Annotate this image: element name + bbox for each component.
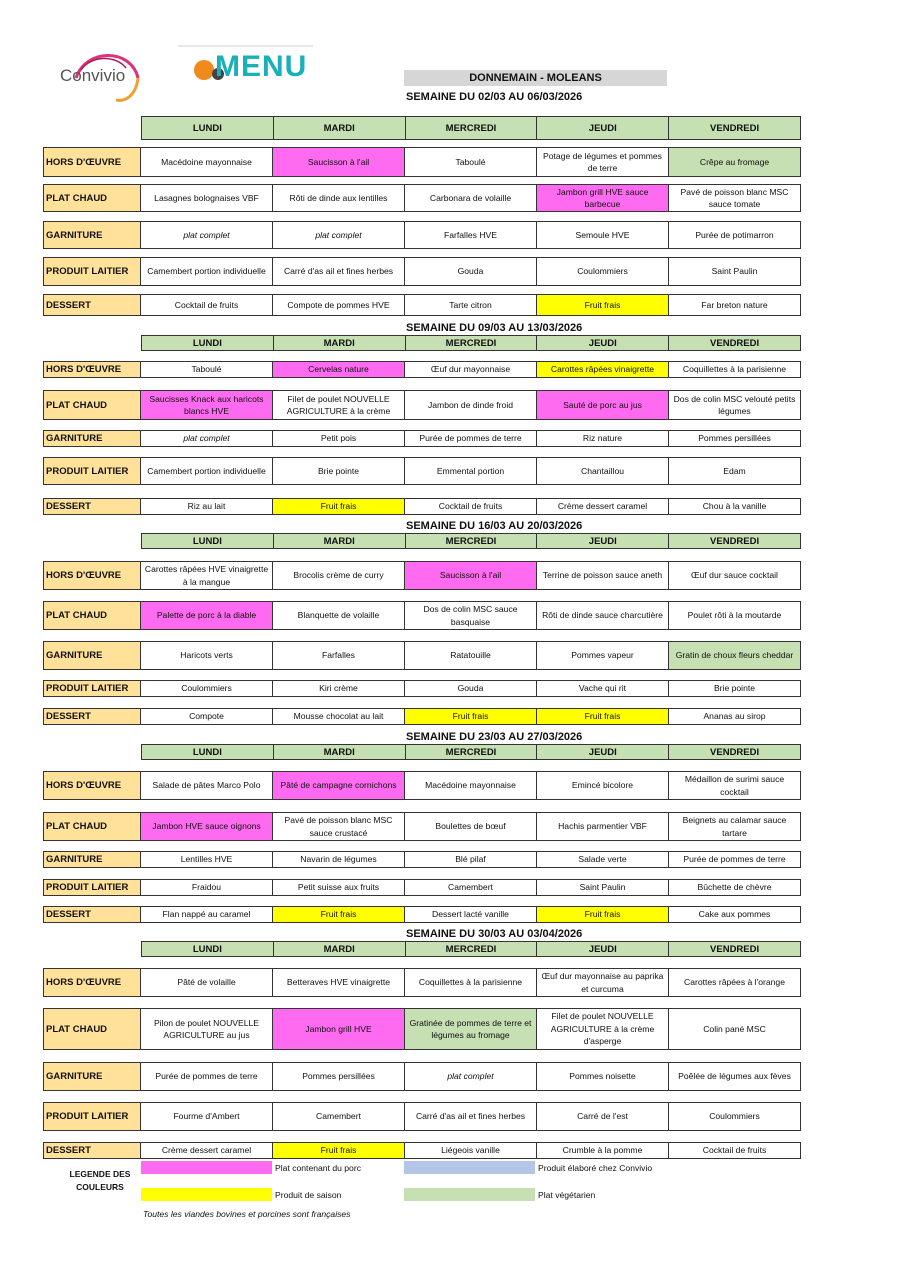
menu-cell-lundi: Fraidou	[141, 880, 273, 895]
row-label: PLAT CHAUD	[44, 391, 141, 419]
menu-cell-jeudi: Semoule HVE	[537, 222, 669, 248]
day-mercredi: MERCREDI	[406, 117, 538, 139]
menu-cell-lundi: Riz au lait	[141, 499, 273, 514]
menu-cell-jeudi: Fruit frais	[537, 907, 669, 922]
row-dessert	[43, 1142, 801, 1159]
menu-cell-mardi: Filet de poulet NOUVELLE AGRICULTURE à la crème	[273, 391, 405, 419]
menu-cell-mardi: Fruit frais	[273, 907, 405, 922]
row-label: GARNITURE	[44, 1063, 141, 1090]
row-label: PRODUIT LAITIER	[44, 258, 141, 285]
days-header	[141, 744, 801, 760]
menu-cell-jeudi: Jambon grill HVE sauce barbecue	[537, 185, 669, 211]
row-label: GARNITURE	[44, 431, 141, 446]
week-title: SEMAINE DU 09/03 AU 13/03/2026	[406, 322, 583, 334]
day-jeudi: JEUDI	[537, 117, 669, 139]
day-mardi: MARDI	[274, 117, 406, 139]
menu-cell-mardi: Rôti de dinde aux lentilles	[273, 185, 405, 211]
row-plat-chaud	[43, 1008, 801, 1050]
menu-cell-jeudi: Crumble à la pomme	[537, 1143, 669, 1158]
menu-cell-lundi: Pâté de volaille	[141, 969, 273, 996]
brand-name: Convivio	[60, 66, 126, 85]
row-label: PRODUIT LAITIER	[44, 458, 141, 484]
menu-cell-lundi: Carottes râpées HVE vinaigrette à la mangue	[141, 562, 273, 589]
row-hors-doeuvre	[43, 561, 801, 590]
row-garniture	[43, 641, 801, 670]
menu-cell-vendredi: Œuf dur sauce cocktail	[691, 570, 778, 581]
row-label: DESSERT	[44, 709, 141, 724]
day-mardi: MARDI	[274, 534, 406, 548]
menu-cell-lundi: Jambon HVE sauce oignons	[141, 813, 273, 840]
menu-cell-jeudi: Sauté de porc au jus	[537, 391, 669, 419]
menu-cell-mercredi: Saucisson à l'ail	[405, 562, 537, 589]
day-mercredi: MERCREDI	[406, 942, 538, 956]
menu-cell-lundi: Haricots verts	[141, 642, 273, 669]
menu-cell-mercredi: Gouda	[405, 258, 537, 285]
menu-cell-mardi: Farfalles	[273, 642, 405, 669]
row-produit-laitier	[43, 879, 801, 896]
legend-label-convivio: Produit élaboré chez Convivio	[538, 1163, 653, 1173]
legend-title: LEGENDE DES COULEURS	[69, 1169, 131, 1192]
menu-cell-vendredi: Saint Paulin	[711, 266, 758, 277]
row-label: PRODUIT LAITIER	[44, 681, 141, 696]
menu-cell-mercredi: Farfalles HVE	[405, 222, 537, 248]
menu-cell-mercredi: Tarte citron	[405, 295, 537, 315]
menu-cell-vendredi: Cocktail de fruits	[702, 1145, 767, 1156]
menu-cell-vendredi: Coquillettes à la parisienne	[682, 364, 787, 375]
row-label: DESSERT	[44, 1143, 141, 1158]
menu-cell-lundi: Camembert portion individuelle	[141, 458, 273, 484]
menu-cell-lundi: Macédoine mayonnaise	[141, 148, 273, 176]
menu-cell-mardi: Blanquette de volaille	[273, 602, 405, 629]
row-label: PLAT CHAUD	[44, 1009, 141, 1049]
row-label: PRODUIT LAITIER	[44, 880, 141, 895]
menu-cell-jeudi: Pommes vapeur	[537, 642, 669, 669]
day-vendredi: VENDREDI	[710, 535, 760, 547]
day-mercredi: MERCREDI	[406, 745, 538, 759]
legend-swatch-veg	[404, 1188, 535, 1201]
days-header	[141, 116, 801, 140]
menu-cell-lundi: Palette de porc à la diable	[141, 602, 273, 629]
row-label: PLAT CHAUD	[44, 185, 141, 211]
menu-cell-mercredi: Blé pilaf	[405, 852, 537, 867]
menu-cell-vendredi: Médaillon de surimi sauce cocktail	[684, 774, 785, 797]
menu-cell-vendredi: Pavé de poisson blanc MSC sauce tomate	[680, 186, 789, 209]
row-label: GARNITURE	[44, 642, 141, 669]
menu-cell-lundi: Taboulé	[141, 362, 273, 377]
week-title: SEMAINE DU 23/03 AU 27/03/2026	[406, 731, 583, 743]
menu-cell-jeudi: Saint Paulin	[537, 880, 669, 895]
menu-cell-mardi: Carré d'as ail et fines herbes	[273, 258, 405, 285]
menu-cell-vendredi: Cake aux pommes	[698, 909, 771, 920]
day-vendredi: VENDREDI	[710, 943, 760, 955]
menu-cell-lundi: Compote	[141, 709, 273, 724]
row-label: HORS D'ŒUVRE	[44, 148, 141, 176]
menu-cell-vendredi: Bûchette de chèvre	[697, 882, 772, 893]
row-label: HORS D'ŒUVRE	[44, 362, 141, 377]
menu-cell-vendredi: Crêpe au fromage	[669, 148, 800, 176]
legend-label-season: Produit de saison	[275, 1190, 342, 1200]
menu-cell-jeudi: Carré de l'est	[537, 1103, 669, 1130]
menu-cell-mardi: Pâté de campagne cornichons	[273, 772, 405, 799]
menu-cell-jeudi: Pommes noisette	[537, 1063, 669, 1090]
day-jeudi: JEUDI	[537, 534, 669, 548]
menu-cell-jeudi: Crème dessert caramel	[537, 499, 669, 514]
menu-cell-lundi: Saucisses Knack aux haricots blancs HVE	[141, 391, 273, 419]
menu-cell-vendredi: Gratin de choux fleurs cheddar	[669, 642, 800, 669]
footnote: Toutes les viandes bovines et porcines sont françaises	[143, 1209, 351, 1219]
row-produit-laitier	[43, 1102, 801, 1131]
menu-cell-lundi: Pilon de poulet NOUVELLE AGRICULTURE au jus	[141, 1009, 273, 1049]
menu-cell-lundi: Camembert portion individuelle	[141, 258, 273, 285]
menu-cell-vendredi: Poêlée de légumes aux fèves	[678, 1071, 791, 1082]
site-name: DONNEMAIN - MOLEANS	[404, 70, 667, 86]
row-hors-doeuvre	[43, 771, 801, 800]
row-label: GARNITURE	[44, 222, 141, 248]
menu-cell-mardi: Camembert	[273, 1103, 405, 1130]
row-label: PRODUIT LAITIER	[44, 1103, 141, 1130]
menu-cell-jeudi: Coulommiers	[537, 258, 669, 285]
day-mardi: MARDI	[274, 745, 406, 759]
menu-cell-vendredi: Far breton nature	[701, 299, 768, 310]
menu-cell-jeudi: Fruit frais	[537, 295, 669, 315]
menu-cell-lundi: Purée de pommes de terre	[141, 1063, 273, 1090]
menu-cell-lundi: plat complet	[141, 222, 273, 248]
menu-cell-lundi: Salade de pâtes Marco Polo	[141, 772, 273, 799]
row-produit-laitier	[43, 680, 801, 697]
day-vendredi: VENDREDI	[710, 337, 760, 349]
menu-cell-jeudi: Filet de poulet NOUVELLE AGRICULTURE à la crème d'asperge	[537, 1009, 669, 1049]
legend-swatch-pork	[141, 1161, 272, 1174]
menu-cell-lundi: plat complet	[141, 431, 273, 446]
menu-cell-mardi: Petit pois	[273, 431, 405, 446]
row-hors-doeuvre	[43, 968, 801, 997]
menu-cell-mercredi: Fruit frais	[405, 709, 537, 724]
menu-cell-mardi: plat complet	[273, 222, 405, 248]
menu-cell-mercredi: Dessert lacté vanille	[405, 907, 537, 922]
menu-cell-mercredi: Emmental portion	[405, 458, 537, 484]
day-vendredi: VENDREDI	[710, 746, 760, 758]
row-label: DESSERT	[44, 295, 141, 315]
menu-cell-mardi: Petit suisse aux fruits	[273, 880, 405, 895]
row-garniture	[43, 1062, 801, 1091]
menu-cell-jeudi: Fruit frais	[537, 709, 669, 724]
menu-cell-vendredi: Purée de potimarron	[695, 229, 774, 240]
menu-cell-mercredi: Gratinée de pommes de terre et légumes au fromage	[405, 1009, 537, 1049]
week-title: SEMAINE DU 16/03 AU 20/03/2026	[406, 520, 583, 532]
day-jeudi: JEUDI	[537, 745, 669, 759]
menu-cell-jeudi: Potage de légumes et pommes de terre	[537, 148, 669, 176]
day-jeudi: JEUDI	[537, 336, 669, 350]
menu-cell-mercredi: Macédoine mayonnaise	[405, 772, 537, 799]
days-header	[141, 533, 801, 549]
menu-cell-jeudi: Œuf dur mayonnaise au paprika et curcuma	[537, 969, 669, 996]
row-label: PLAT CHAUD	[44, 602, 141, 629]
menu-cell-mardi: Compote de pommes HVE	[273, 295, 405, 315]
menu-title: MENU	[215, 50, 308, 83]
row-label: DESSERT	[44, 499, 141, 514]
menu-cell-mercredi: Camembert	[405, 880, 537, 895]
day-mardi: MARDI	[274, 942, 406, 956]
menu-cell-mardi: Pavé de poisson blanc MSC sauce crustacé	[273, 813, 405, 840]
row-label: HORS D'ŒUVRE	[44, 562, 141, 589]
menu-cell-mercredi: Œuf dur mayonnaise	[405, 362, 537, 377]
menu-cell-vendredi: Coulommiers	[709, 1111, 760, 1122]
menu-cell-jeudi: Terrine de poisson sauce aneth	[537, 562, 669, 589]
day-lundi: LUNDI	[142, 534, 274, 548]
menu-cell-mardi: Brocolis crème de curry	[273, 562, 405, 589]
menu-cell-jeudi: Riz nature	[537, 431, 669, 446]
row-garniture	[43, 430, 801, 447]
menu-cell-mercredi: Dos de colin MSC sauce basquaise	[405, 602, 537, 629]
days-header	[141, 941, 801, 957]
row-produit-laitier	[43, 257, 801, 286]
legend-label-pork: Plat contenant du porc	[275, 1163, 361, 1173]
menu-cell-mercredi: Boulettes de bœuf	[405, 813, 537, 840]
day-lundi: LUNDI	[142, 117, 274, 139]
menu-cell-vendredi: Brie pointe	[713, 683, 756, 694]
menu-cell-vendredi: Pommes persillées	[698, 433, 771, 444]
menu-cell-mercredi: Cocktail de fruits	[405, 499, 537, 514]
row-label: DESSERT	[44, 907, 141, 922]
row-hors-doeuvre	[43, 147, 801, 177]
menu-cell-vendredi: Dos de colin MSC velouté petits légumes	[673, 393, 796, 416]
row-label: HORS D'ŒUVRE	[44, 772, 141, 799]
menu-cell-jeudi: Rôti de dinde sauce charcutière	[537, 602, 669, 629]
menu-cell-mardi: Fruit frais	[273, 499, 405, 514]
menu-cell-mardi: Kiri crème	[273, 681, 405, 696]
menu-cell-jeudi: Hachis parmentier VBF	[537, 813, 669, 840]
row-hors-doeuvre	[43, 361, 801, 378]
menu-cell-mardi: Saucisson à l'ail	[273, 148, 405, 176]
menu-cell-vendredi: Purée de pommes de terre	[683, 854, 786, 865]
week-title: SEMAINE DU 02/03 AU 06/03/2026	[406, 91, 583, 103]
days-header	[141, 335, 801, 351]
menu-cell-mardi: Mousse chocolat au lait	[273, 709, 405, 724]
row-plat-chaud	[43, 184, 801, 212]
menu-cell-lundi: Cocktail de fruits	[141, 295, 273, 315]
menu-cell-lundi: Lentilles HVE	[141, 852, 273, 867]
menu-cell-mercredi: Jambon de dinde froid	[405, 391, 537, 419]
row-plat-chaud	[43, 390, 801, 420]
menu-cell-mardi: Cervelas nature	[273, 362, 405, 377]
row-dessert	[43, 906, 801, 923]
menu-cell-mardi: Betteraves HVE vinaigrette	[273, 969, 405, 996]
menu-cell-vendredi: Colin pané MSC	[703, 1023, 766, 1034]
menu-cell-jeudi: Salade verte	[537, 852, 669, 867]
menu-cell-lundi: Fourme d'Ambert	[141, 1103, 273, 1130]
menu-cell-lundi: Crème dessert caramel	[141, 1143, 273, 1158]
row-dessert	[43, 498, 801, 515]
menu-cell-mercredi: Carré d'as ail et fines herbes	[405, 1103, 537, 1130]
menu-cell-vendredi: Chou à la vanille	[702, 501, 767, 512]
menu-cell-jeudi: Emincé bicolore	[537, 772, 669, 799]
menu-cell-jeudi: Carottes râpées vinaigrette	[537, 362, 669, 377]
menu-cell-mardi: Jambon grill HVE	[273, 1009, 405, 1049]
row-dessert	[43, 294, 801, 316]
menu-cell-mercredi: Coquillettes à la parisienne	[405, 969, 537, 996]
day-lundi: LUNDI	[142, 942, 274, 956]
row-dessert	[43, 708, 801, 725]
menu-cell-mardi: Navarin de légumes	[273, 852, 405, 867]
day-mercredi: MERCREDI	[406, 336, 538, 350]
day-lundi: LUNDI	[142, 336, 274, 350]
menu-cell-lundi: Flan nappé au caramel	[141, 907, 273, 922]
menu-cell-lundi: Lasagnes bolognaises VBF	[141, 185, 273, 211]
menu-cell-vendredi: Beignets au calamar sauce tartare	[682, 815, 787, 838]
menu-cell-mardi: Fruit frais	[273, 1143, 405, 1158]
menu-cell-mercredi: Purée de pommes de terre	[405, 431, 537, 446]
menu-cell-mercredi: Taboulé	[405, 148, 537, 176]
menu-cell-mercredi: Ratatouille	[405, 642, 537, 669]
day-lundi: LUNDI	[142, 745, 274, 759]
row-garniture	[43, 851, 801, 868]
row-label: HORS D'ŒUVRE	[44, 969, 141, 996]
legend-swatch-season	[141, 1188, 272, 1201]
menu-cell-jeudi: Vache qui rit	[537, 681, 669, 696]
menu-cell-mardi: Pommes persillées	[273, 1063, 405, 1090]
menu-cell-vendredi: Poulet rôti à la moutarde	[687, 610, 782, 621]
row-label: PLAT CHAUD	[44, 813, 141, 840]
menu-cell-mercredi: Liégeois vanille	[405, 1143, 537, 1158]
menu-cell-mercredi: Gouda	[405, 681, 537, 696]
menu-cell-mardi: Brie pointe	[273, 458, 405, 484]
row-label: GARNITURE	[44, 852, 141, 867]
menu-cell-mercredi: Carbonara de volaille	[405, 185, 537, 211]
menu-cell-vendredi: Ananas au sirop	[703, 711, 766, 722]
row-plat-chaud	[43, 812, 801, 841]
row-produit-laitier	[43, 457, 801, 485]
row-garniture	[43, 221, 801, 249]
menu-cell-jeudi: Chantaillou	[537, 458, 669, 484]
row-plat-chaud	[43, 601, 801, 630]
menu-cell-vendredi: Edam	[723, 465, 746, 476]
week-title: SEMAINE DU 30/03 AU 03/04/2026	[406, 928, 583, 940]
legend-label-veg: Plat végétarien	[538, 1190, 596, 1200]
menu-cell-vendredi: Carottes râpées à l'orange	[683, 977, 785, 988]
day-vendredi: VENDREDI	[710, 122, 760, 134]
day-jeudi: JEUDI	[537, 942, 669, 956]
legend-swatch-convivio	[404, 1161, 535, 1174]
day-mardi: MARDI	[274, 336, 406, 350]
menu-cell-mercredi: plat complet	[405, 1063, 537, 1090]
day-mercredi: MERCREDI	[406, 534, 538, 548]
menu-cell-lundi: Coulommiers	[141, 681, 273, 696]
